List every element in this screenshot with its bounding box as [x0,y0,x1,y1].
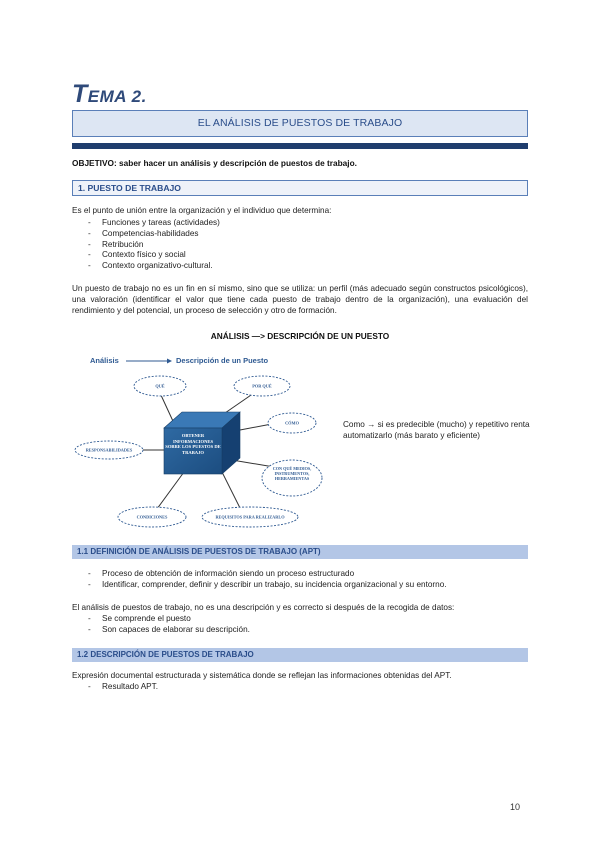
diagram-top-arrowhead [167,359,172,364]
section12-list [72,682,528,693]
diagram-title: ANÁLISIS —> DESCRIPCIÓN DE UN PUESTO [210,331,390,341]
list-item: - Resultado APT. [72,682,528,693]
node-medios: CON QUÉ MEDIOS, INSTRUMENTOS, HERRAMIENTAS [272,466,312,481]
list-item: - Contexto organizativo-cultural. [72,261,528,272]
side-note: Como → si es predecible (mucho) y repetitivo renta automatizarlo (más barato y eficiente) [343,420,530,440]
section11-paragraph: El análisis de puestos de trabajo, no es una descripción y es correcto si después de la recogida de datos: [72,603,455,612]
diagram-analysis-label: Análisis [90,356,119,365]
section-heading-1-1: 1.1 DEFINICIÓN DE ANÁLISIS DE PUESTOS DE TRABAJO (APT) [72,545,528,559]
list-item: - Proceso de obtención de información siendo un proceso estructurado [72,569,528,580]
page-title: EL ANÁLISIS DE PUESTOS DE TRABAJO [72,110,528,137]
section11-list [72,569,528,591]
section-heading-1-2: 1.2 DESCRIPCIÓN DE PUESTOS DE TRABAJO [72,648,528,662]
list-item: - Retribución [72,240,528,251]
list-item: - Se comprende el puesto [72,614,528,625]
section1-paragraph: Un puesto de trabajo no es un fin en sí mismo, sino que se utiliza: un perfil (más adecuado según constructos psicológicos), una valoración (identificar el valor que tiene cada puesto de trabajo dentro de la organización), una evaluación del rendimiento y del potencial, un proceso de selección y otro de formación. [72,284,528,315]
node-que: QUÉ [155,383,165,389]
node-por-que: POR QUÉ [252,383,272,389]
section1-intro: Es el punto de unión entre la organización y el individuo que determina: [72,206,332,215]
list-item: - Funciones y tareas (actividades) [72,218,528,229]
list-item: - Contexto físico y social [72,250,528,261]
node-como: CÓMO [285,420,299,426]
diagram-description-label: Descripción de un Puesto [176,356,269,365]
list-item: - Competencias-habilidades [72,229,528,240]
list-item: - Son capaces de elaborar su descripción. [72,625,528,636]
section11-list-2 [72,614,528,636]
section12-paragraph: Expresión documental estructurada y sistemática donde se reflejan las informaciones obtenidas del APT. [72,671,452,680]
section1-list [72,218,528,272]
analysis-diagram [72,350,337,530]
chapter-label: TEMA 2. [72,80,147,108]
node-responsabilidades: RESPONSABILIDADES [85,447,133,453]
node-requisitos: REQUISITOS PARA REALIZARLO [215,514,285,520]
page-number: 10 [510,802,521,812]
node-condiciones: CONDICIONES [136,514,168,520]
title-divider [72,143,528,149]
list-item: - Identificar, comprender, definir y describir un trabajo, su incidencia organizacional y su entorno. [72,580,528,591]
section-heading-1: 1. PUESTO DE TRABAJO [72,180,528,196]
diagram-center-text: OBTENER INFORMACIONES SOBRE LOS PUESTOS DE TRABAJO [165,433,221,455]
objective-text: OBJETIVO: saber hacer un análisis y descripción de puestos de trabajo. [72,158,357,168]
